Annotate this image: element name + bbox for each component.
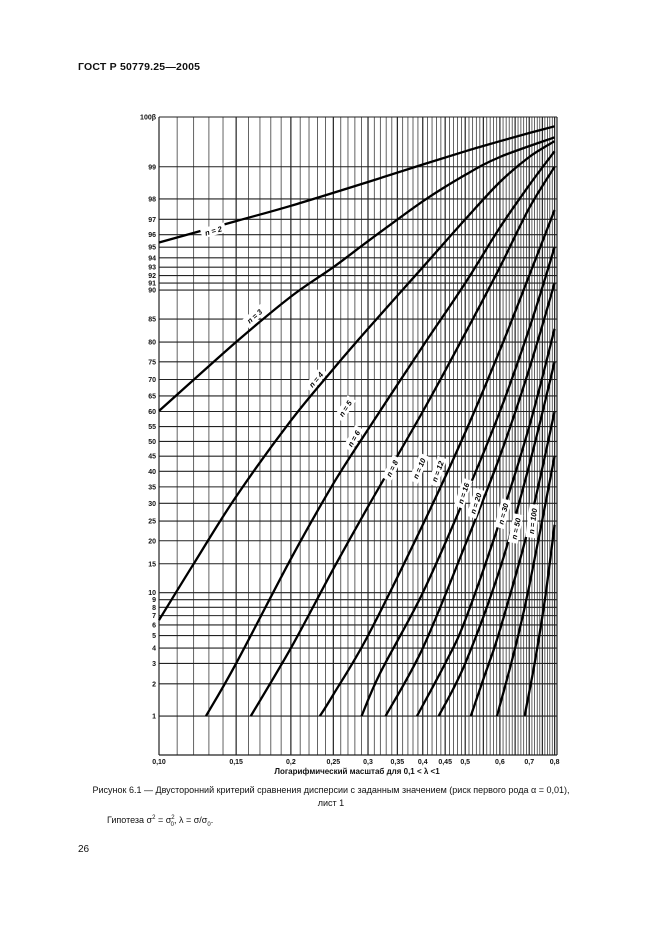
x-tick-label: 0,35 [390, 759, 405, 766]
y-tick-label: 90 [148, 287, 156, 295]
y-tick-label: 100β [140, 114, 156, 122]
y-tick-label: 8 [152, 604, 156, 612]
y-tick-label: 2 [152, 681, 156, 689]
series-label-text: n = 5 [337, 398, 355, 419]
x-tick-label: 0,5 [460, 759, 471, 766]
y-tick-label: 6 [152, 622, 156, 630]
figure-caption [78, 784, 584, 810]
series-label [382, 455, 402, 482]
document-code: ГОСТ Р 50779.25—2005 [78, 61, 201, 73]
y-tick-label: 1 [152, 713, 156, 721]
x-tick-label: 0,3 [363, 759, 373, 766]
caption-line-2: лист 1 [317, 798, 345, 808]
y-tick-label: 70 [148, 376, 156, 384]
series-label-text: n = 50 [509, 517, 523, 541]
hypothesis-note: Гипотеза $\sigma^2 = \sigma^2_0$, $\lambda = \sigma/\sigma_0$. [107, 815, 214, 828]
y-tick-label: 35 [148, 484, 156, 492]
series-label [200, 222, 227, 238]
y-tick-label: 85 [148, 316, 156, 324]
y-tick-label: 5 [152, 633, 156, 641]
x-tick-label: 0,25 [326, 759, 341, 766]
series-label-text: n = 16 [456, 481, 472, 506]
y-tick-label: 45 [148, 453, 156, 461]
y-tick-label: 65 [148, 393, 156, 401]
series-label-text: n = 30 [496, 502, 511, 526]
x-tick-label: 0,15 [229, 759, 243, 766]
y-tick-label: 20 [148, 538, 156, 546]
x-tick-label: 0,10 [152, 759, 166, 766]
y-tick-label: 55 [148, 424, 156, 432]
y-tick-label: 98 [148, 196, 156, 204]
y-tick-label: 25 [148, 518, 156, 526]
x-axis-title: Логарифмический масштаб для 0,1 < λ <1 [274, 767, 440, 776]
y-tick-label: 96 [148, 232, 156, 240]
y-tick-label: 75 [148, 359, 156, 367]
y-tick-label: 10 [148, 590, 156, 598]
y-tick-label: 3 [152, 660, 156, 668]
y-tick-label: 97 [148, 216, 156, 224]
series-label-text: n = 6 [345, 428, 363, 449]
curves [159, 126, 555, 716]
x-tick-label: 0,2 [286, 759, 296, 766]
x-tick-label: 0,6 [495, 759, 505, 766]
y-tick-label: 9 [152, 597, 156, 605]
series-label-text: n = 4 [307, 370, 326, 390]
y-tick-label: 30 [148, 500, 156, 508]
y-tick-label: 7 [152, 613, 156, 621]
series-label-text: n = 3 [245, 307, 265, 326]
y-tick-label: 92 [148, 273, 156, 281]
y-tick-label: 91 [148, 280, 156, 288]
y-tick-label: 4 [152, 645, 156, 653]
x-tick-label: 0,4 [417, 759, 428, 766]
series-label [454, 478, 473, 509]
x-tick-label: 0,8 [549, 759, 560, 766]
series-label [242, 304, 267, 328]
series-label [334, 395, 356, 421]
y-tick-label: 95 [148, 244, 156, 252]
page-number: 26 [78, 844, 90, 855]
series-label-text: n = 12 [429, 459, 446, 484]
x-tick-label: 0,7 [524, 759, 535, 766]
series-label-text: n = 100 [526, 507, 540, 535]
x-tick-label: 0,45 [438, 759, 452, 766]
curve-labels [200, 222, 540, 544]
series-label-text: n = 2 [203, 224, 223, 238]
y-tick-label: 15 [148, 561, 156, 569]
y-tick-label: 80 [148, 339, 156, 347]
series-label-text: n = 10 [411, 456, 428, 481]
series-label-text: n = 8 [384, 458, 401, 479]
series-line [159, 141, 555, 620]
y-tick-label: 99 [148, 164, 156, 172]
y-tick-label: 93 [148, 264, 156, 272]
y-tick-label: 40 [148, 468, 156, 476]
y-tick-label: 94 [148, 255, 156, 263]
series-label-text: n = 20 [468, 491, 484, 516]
caption-line-1: Рисунок 6.1 — Двусторонний критерий сравнения дисперсии с заданным значением (риск первого рода α = 0,01), [92, 785, 570, 795]
series-label [409, 453, 430, 484]
y-tick-label: 60 [148, 408, 156, 416]
y-tick-label: 50 [148, 438, 156, 446]
